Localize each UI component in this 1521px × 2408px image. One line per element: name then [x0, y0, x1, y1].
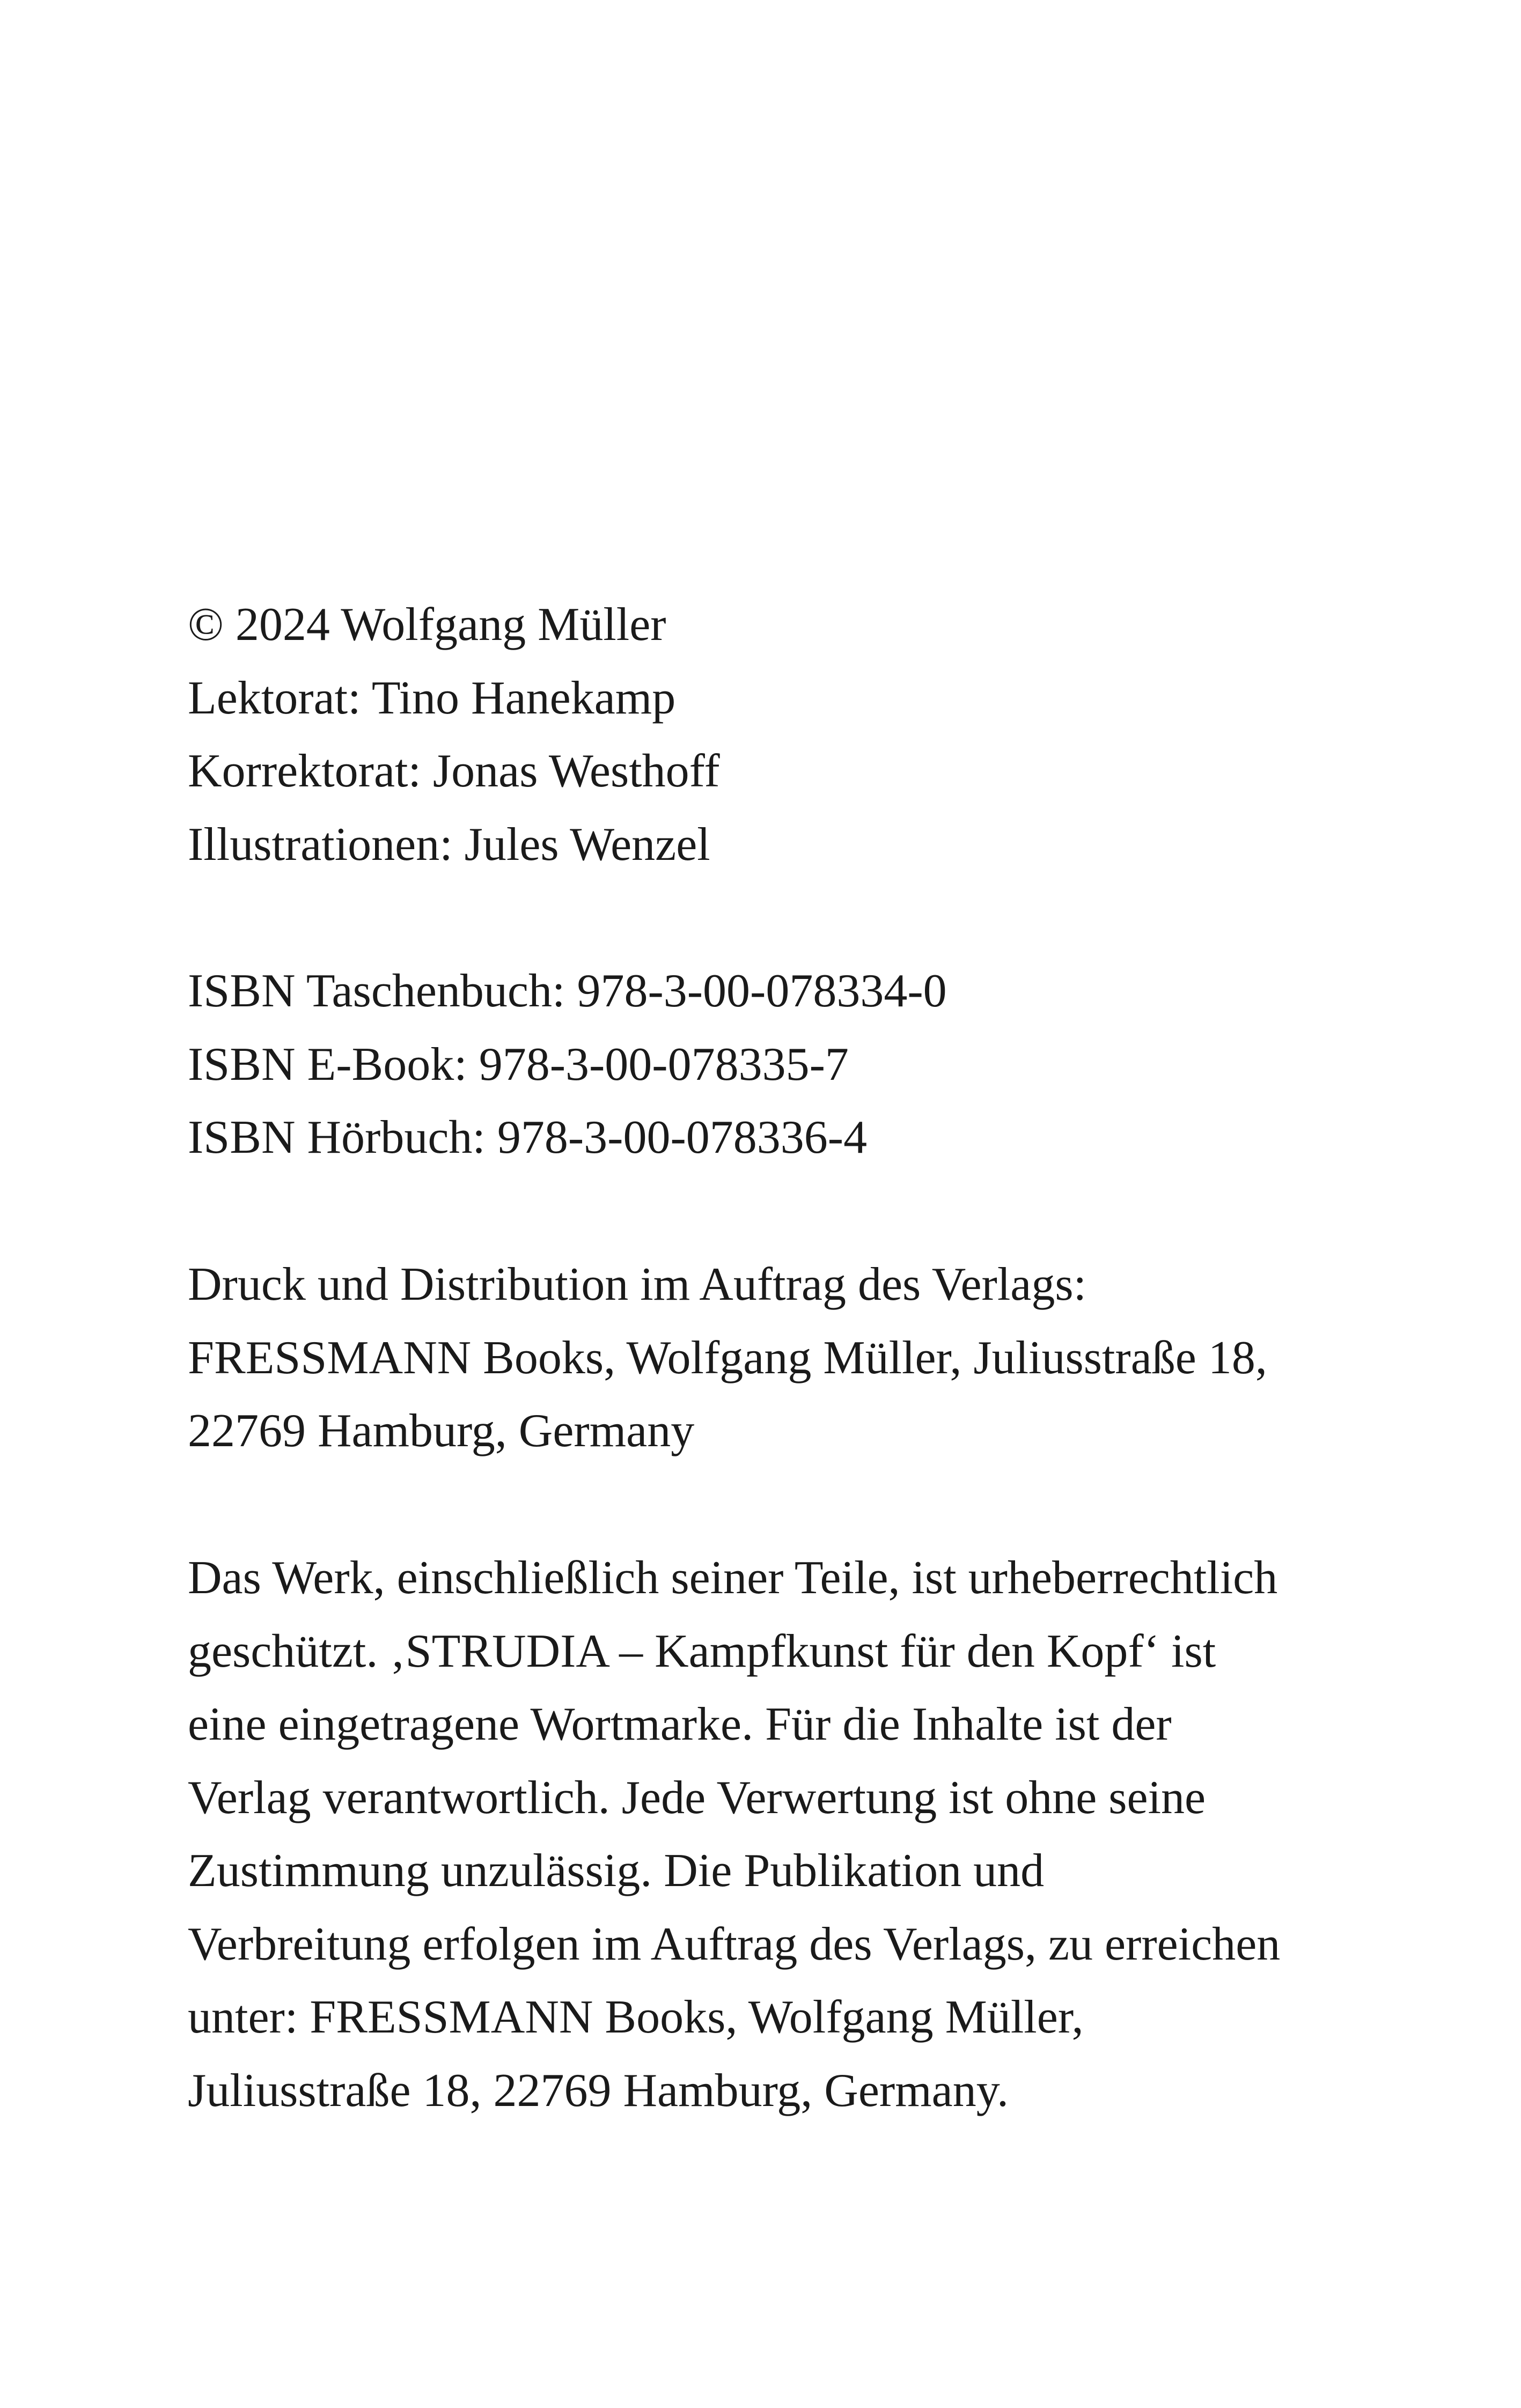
printing-line: FRESSMANN Books, Wolfgang Müller, Juliusstraße 18, — [188, 1331, 1267, 1384]
legal-line: unter: FRESSMANN Books, Wolfgang Müller, — [188, 1991, 1084, 2043]
legal-line: geschützt. ‚STRUDIA – Kampfkunst für den Kopf‘ ist — [188, 1625, 1216, 1677]
legal-line: Zustimmung unzulässig. Die Publikation und — [188, 1845, 1045, 1897]
editing-credit: Lektorat: Tino Hanekamp — [188, 672, 676, 724]
isbn-paperback: ISBN Taschenbuch: 978-3-00-078334-0 — [188, 965, 947, 1017]
printing-line: Druck und Distribution im Auftrag des Verlags: — [188, 1258, 1087, 1310]
printing-distribution-block — [188, 1248, 1357, 1468]
proofreading-credit: Korrektorat: Jonas Westhoff — [188, 745, 720, 797]
legal-line: Juliusstraße 18, 22769 Hamburg, Germany. — [188, 2064, 1009, 2117]
legal-notice-block — [188, 1542, 1357, 2127]
legal-line: Das Werk, einschließlich seiner Teile, ist urheberrechtlich — [188, 1552, 1278, 1604]
isbn-block — [188, 955, 1357, 1175]
isbn-audiobook: ISBN Hörbuch: 978-3-00-078336-4 — [188, 1111, 868, 1164]
copyright-line: © 2024 Wolfgang Müller — [188, 599, 666, 651]
legal-line: Verbreitung erfolgen im Auftrag des Verlags, zu erreichen — [188, 1918, 1281, 1970]
legal-line: eine eingetragene Wortmarke. Für die Inhalte ist der — [188, 1698, 1172, 1750]
credits-block — [188, 588, 1357, 881]
illustrations-credit: Illustrationen: Jules Wenzel — [188, 818, 710, 871]
legal-line: Verlag verantwortlich. Jede Verwertung ist ohne seine — [188, 1771, 1206, 1824]
isbn-ebook: ISBN E-Book: 978-3-00-078335-7 — [188, 1038, 849, 1091]
printing-line: 22769 Hamburg, Germany — [188, 1405, 695, 1457]
